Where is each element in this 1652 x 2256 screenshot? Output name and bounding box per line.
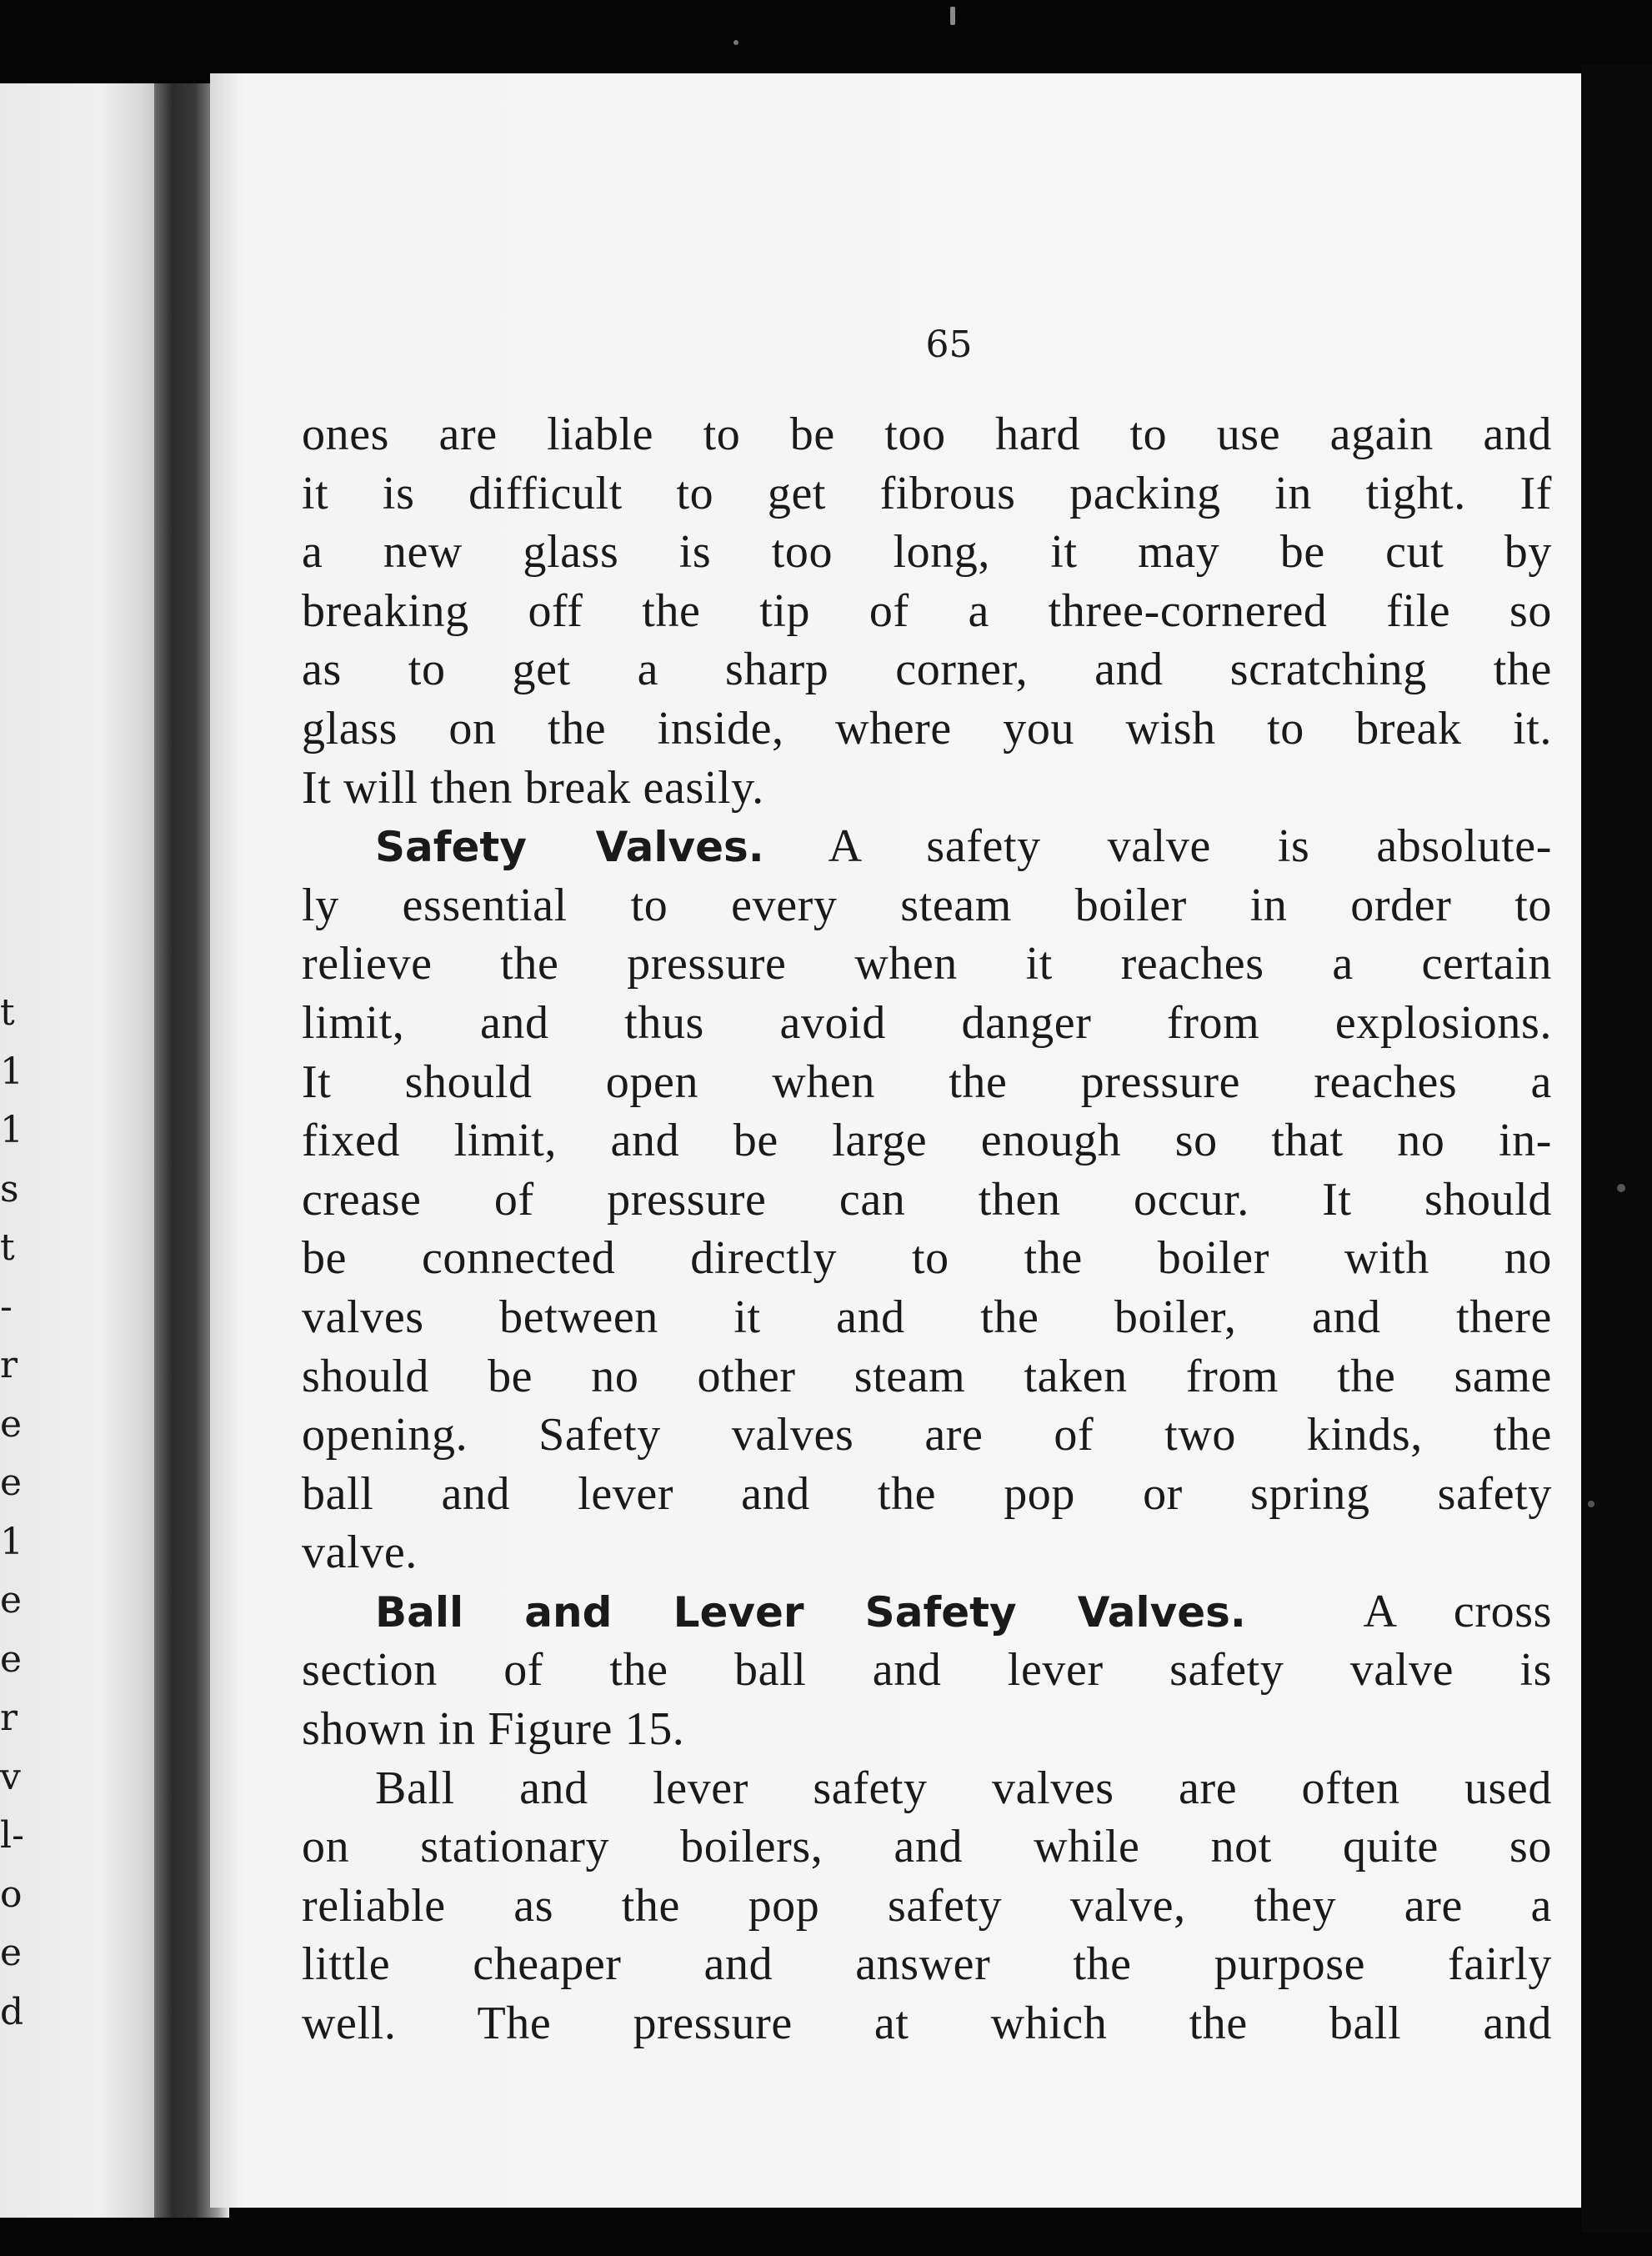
text-line: little cheaper and answer the purpose fairly	[302, 1938, 1552, 1991]
left-char: r	[0, 1697, 18, 1739]
left-char: d	[0, 1990, 24, 2033]
book-page	[210, 73, 1581, 2208]
left-char: l-	[0, 1814, 24, 1857]
left-char: v	[0, 1755, 21, 1798]
scan-right-border	[1581, 65, 1652, 2233]
text-line: should be no other steam taken from the same	[302, 1350, 1552, 1402]
scan-speck	[950, 7, 955, 25]
page-body-text	[302, 405, 1552, 2053]
text-run: A cross	[1363, 1585, 1552, 1637]
left-char: e	[0, 1932, 23, 1974]
left-char: e	[0, 1461, 23, 1504]
text-line: on stationary boilers, and while not quite so	[302, 1821, 1552, 1873]
text-line: fixed limit, and be large enough so that no in-	[302, 1115, 1552, 1167]
left-page-cutoff-text	[0, 984, 33, 2042]
text-line: section of the ball and lever safety valve is	[302, 1644, 1552, 1697]
left-char: e	[0, 1579, 23, 1622]
left-char: 1	[0, 1109, 23, 1151]
left-char: -	[0, 1285, 13, 1328]
left-char: 1	[0, 1520, 23, 1563]
section-heading-ball-and-lever: Ball and Lever Safety Valves.	[375, 1587, 1246, 1637]
text-run: A safety valve is absolute-	[828, 820, 1552, 873]
left-char: o	[0, 1872, 23, 1916]
text-line: crease of pressure can then occur. It should	[302, 1173, 1552, 1226]
left-char: e	[0, 1402, 23, 1446]
left-char: s	[0, 1167, 19, 1211]
text-line: it is difficult to get fibrous packing in tight. If	[302, 467, 1552, 519]
text-line: It should open when the pressure reaches a	[302, 1055, 1552, 1108]
text-line: reliable as the pop safety valve, they are a	[302, 1879, 1552, 1932]
paragraph-first-line: Ball and lever safety valves are often used	[375, 1762, 1552, 1814]
text-line: relieve the pressure when it reaches a certain	[302, 938, 1552, 990]
text-line: ball and lever and the pop or spring safety	[302, 1467, 1552, 1520]
scan-speck	[1588, 1501, 1594, 1507]
left-char: e	[0, 1637, 23, 1681]
section-heading-safety-valves: Safety Valves.	[375, 823, 764, 872]
left-char: t	[0, 1226, 15, 1269]
text-line: shown in Figure 15.	[302, 1703, 685, 1756]
left-char: r	[0, 1344, 18, 1386]
scan-speck	[733, 40, 738, 45]
paragraph-first-line	[302, 817, 1552, 876]
text-line: glass on the inside, where you wish to break it.	[302, 702, 1552, 755]
text-line: ly essential to every steam boiler in order to	[302, 879, 1552, 931]
text-line: It will then break easily.	[302, 761, 764, 814]
text-line: valve.	[302, 1527, 418, 1579]
text-line: valves between it and the boiler, and there	[302, 1291, 1552, 1343]
text-line: be connected directly to the boiler with no	[302, 1232, 1552, 1285]
page-number: 65	[925, 323, 973, 366]
paragraph-first-line	[302, 1582, 1552, 1642]
text-line: limit, and thus avoid danger from explosions.	[302, 996, 1552, 1049]
left-facing-page	[0, 83, 167, 2218]
text-line: a new glass is too long, it may be cut by	[302, 526, 1552, 579]
left-char: t	[0, 991, 15, 1034]
text-line: well. The pressure at which the ball and	[302, 1998, 1552, 2050]
text-line: opening. Safety valves are of two kinds, the	[302, 1409, 1552, 1461]
text-line: ones are liable to be too hard to use again and	[302, 409, 1552, 460]
text-line: breaking off the tip of a three-cornered file so	[302, 584, 1552, 637]
text-line: as to get a sharp corner, and scratching the	[302, 644, 1552, 696]
left-char: 1	[0, 1050, 23, 1093]
scan-speck	[1617, 1184, 1625, 1192]
